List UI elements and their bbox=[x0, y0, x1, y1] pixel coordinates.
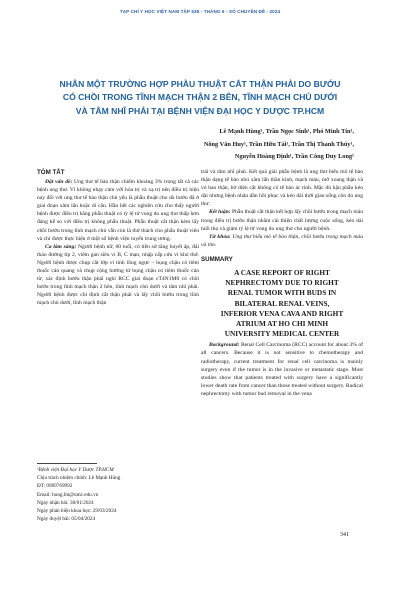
footnote-affiliation: ¹Bệnh viện Đại học Y Dược TP.HCM bbox=[37, 467, 114, 473]
english-background-text: Renal Cell Carcinoma (RCC) account for about 3% of all cancers. Because it is not sensitive to chemotherapy and radiotherapy, current treatment for renal cell carcinoma is mainly surgery even if the tumor is in the invasive or metastatic stage. Most studies show that patients treated with surgery have a significantly lower death rate from cancer than those treated without surgery. Radical nephrectomy with tumor bud removal in the vena bbox=[201, 342, 363, 397]
background-lead: Đặt vấn đề: bbox=[45, 179, 73, 185]
case-text: Người bệnh nữ, 60 tuổi, có tiền sử tăng huyết áp, đái tháo đường típ 2, viêm gan siêu vi B, C mạn, nhập cấp cứu vì khó thở. Người bệnh được chụp cắt lớp vi tính lồng ngực – bụng chậu có tiêm thuốc cản quang và chụp cộng hưởng từ bụng chậu có tiêm thuốc cản từ, xác định bướu thận phải nghi RCC giai đoạn cT4N1M0 có chồi bướu trong tĩnh mạch thận 2 bên, tĩnh mạch chủ dưới và tâm nhĩ phải. Người bệnh được chỉ định cắt thận phải và lấy chồi bướu trong tĩnh mạch chủ dưới, tĩnh mạch thận bbox=[37, 243, 199, 307]
english-title: A CASE REPORT OF RIGHT NEPHRECTOMY DUE TO RIGHT RENAL TUMOR WITH BUDS IN BILATERAL RENAL VEINS, INFERIOR VENA CAVA AND RIGHT ATRIUM AT HO CHI MINH UNIVERSITY MEDICAL CENTER bbox=[220, 267, 344, 339]
footnote-phone: ĐT: 0909769992 bbox=[37, 483, 73, 490]
footnote-reviewed-date: Ngày phản biện khoa học: 29/03/2024 bbox=[37, 508, 117, 515]
summary-heading: SUMMARY bbox=[201, 255, 233, 263]
keywords-paragraph bbox=[201, 233, 363, 249]
background-paragraph bbox=[37, 178, 199, 243]
abstract-heading: TÓM TẮT bbox=[37, 169, 65, 176]
author-list: Lê Mạnh Hùng¹, Trần Ngọc Sinh¹, Phó Minh Tín¹, Nông Văn Huy¹, Trần Hữu Tài¹, Trần Thị Thanh Thúy¹, Nguyễn Hoàng Định¹, Trần Công Duy Long¹ bbox=[203, 128, 354, 161]
footnote-accepted-date: Ngày duyệt bài: 05/04/2024 bbox=[37, 516, 96, 523]
conclusion-text: Phẫu thuật cắt thận kết hợp lấy chồi bướu trong mạch máu trong điều trị bướu thận nhằm cải thiện chất lượng cuộc sống, kéo dài tuổi thọ và giảm tỷ lệ tử vong do ung thư cho người bệnh. bbox=[201, 209, 363, 232]
page-number: 341 bbox=[340, 532, 349, 538]
case-paragraph bbox=[37, 243, 199, 308]
footnote-email: Email: hung.lm@umc.edu.vn bbox=[37, 491, 99, 498]
left-column bbox=[37, 168, 199, 308]
case-lead: Ca lâm sàng: bbox=[45, 243, 77, 250]
running-head: TẠP CHÍ Y HỌC VIỆT NAM TẬP 539 - THÁNG 6 - SỐ CHUYÊN ĐỀ - 2024 bbox=[119, 9, 281, 14]
article-title: NHÂN MỘT TRƯỜNG HỢP PHẪU THUẬT CẮT THẬN PHẢI DO BƯỚU CÓ CHỒI TRONG TĨNH MẠCH THẬN 2 BÊN, TĨNH MẠCH CHỦ DƯỚI VÀ TÂM NHĨ PHẢI TẠI BỆNH VIỆN ĐẠI HỌC Y DƯỢC TP.HCM bbox=[59, 79, 341, 116]
footnote-received-date: Ngày nhận bài: 30/01/2024 bbox=[37, 499, 94, 506]
footnote-divider bbox=[37, 463, 97, 464]
footnote-block bbox=[37, 466, 197, 523]
english-background-lead: Background: bbox=[209, 342, 240, 349]
keywords-lead: Từ khóa: bbox=[209, 233, 231, 240]
right-column bbox=[201, 168, 363, 398]
conclusion-paragraph bbox=[201, 208, 363, 232]
case-continued-paragraph: trái và tâm nhĩ phải. Kết quả giải phẫu bệnh là ung thư biểu mô tế bào thận dạng tế bào nhú xâm lấn thần kinh, mạch máu, mỡ xoang thận và vỏ bao thận, bờ diện cắt không có tế bào ác tính. Mặc dù hậu phẫu kéo dài nhưng bệnh nhân dần hồi phục và kéo dài thời gian sống còn do ung thư. bbox=[201, 169, 363, 208]
conclusion-lead: Kết luận: bbox=[209, 209, 231, 216]
keywords-text: Ung thư biểu mô tế bào thận, chồi bướu trong mạch máu và tim. bbox=[201, 233, 364, 248]
english-background-paragraph bbox=[201, 341, 363, 398]
footnote-contact: Chịu trách nhiệm chính: Lê Mạnh Hùng bbox=[37, 475, 121, 482]
background-text: Ung thư tế bào thận chiếm khoảng 3% trong tất cả các bệnh ung thư. Vì không nhạy cảm với hóa trị và xạ trị nên điều trị hiện nay đối với ung thư tế bào thận chủ yếu là phẫu thuật cho dù bướu đã ở giai đoạn xâm lấn hoặc di căn. Hầu hết các nghiên cứu cho thấy người bệnh được điều trị bằng phẫu thuật có tỷ lệ tử vong do ung thư thấp hơn đáng kể so với điều trị không phẫu thuật. Phẫu thuật cắt thận kèm lấy chồi bướu trong tĩnh mạch chủ vẫn còn là thử thách cho phẫu thuật viên và chỉ được thực hiện ở một số bệnh viện tuyến trung ương. bbox=[37, 179, 199, 242]
